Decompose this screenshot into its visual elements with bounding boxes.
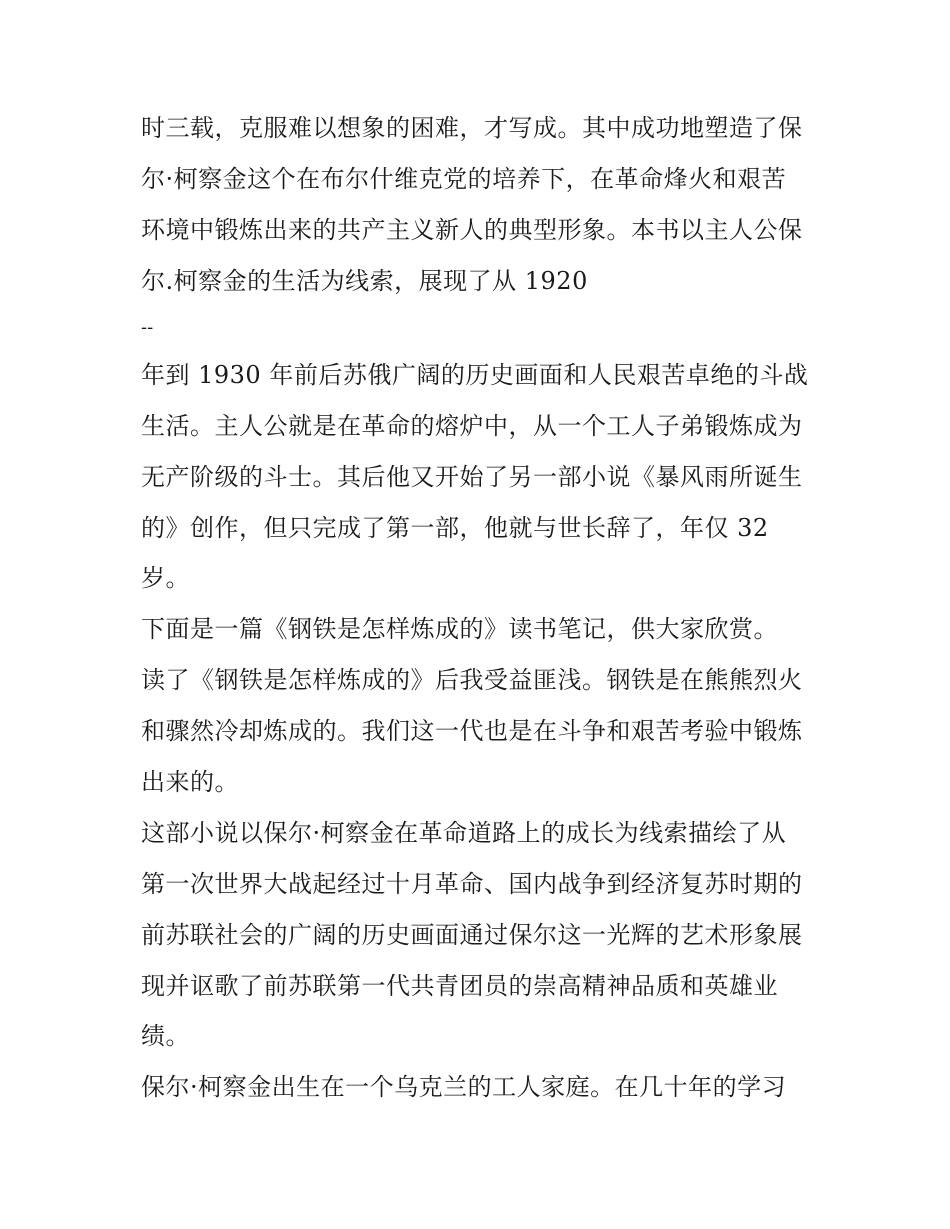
text-line: 时三载，克服难以想象的困难，才写成。其中成功地塑造了保 bbox=[141, 114, 803, 142]
text-line: 保尔·柯察金出生在一个乌克兰的工人家庭。在几十年的学习 bbox=[141, 1073, 787, 1101]
text-line: 现并讴歌了前苏联第一代共青团员的崇高精神品质和英雄业 bbox=[141, 972, 778, 1000]
text-line: 生活。主人公就是在革命的熔炉中，从一个工人子弟锻炼成为 bbox=[141, 412, 803, 440]
text-line: 绩。 bbox=[141, 1022, 190, 1050]
text-line: 这部小说以保尔·柯察金在革命道路上的成长为线索描绘了从 bbox=[141, 819, 787, 847]
text-line: 读了《钢铁是怎样炼成的》后我受益匪浅。钢铁是在熊熊烈火 bbox=[141, 666, 803, 694]
text-line: 尔·柯察金这个在布尔什维克党的培养下，在革命烽火和艰苦 bbox=[141, 165, 787, 193]
page-break-marker: -- bbox=[141, 317, 154, 338]
text-line: 的》创作，但只完成了第一部，他就与世长辞了，年仅 32 bbox=[141, 514, 769, 542]
text-line: 下面是一篇《钢铁是怎样炼成的》读书笔记，供大家欣赏。 bbox=[141, 615, 778, 643]
text-line: 无产阶级的斗士。其后他又开始了另一部小说《暴风雨所诞生 bbox=[141, 463, 803, 491]
text-line: 和骤然冷却炼成的。我们这一代也是在斗争和艰苦考验中锻炼 bbox=[141, 717, 803, 745]
text-line: 出来的。 bbox=[141, 768, 239, 796]
text-line: 尔.柯察金的生活为线索，展现了从 1920 bbox=[141, 267, 588, 295]
text-line: 前苏联社会的广阔的历史画面通过保尔这一光辉的艺术形象展 bbox=[141, 921, 803, 949]
text-line: 岁。 bbox=[141, 564, 190, 592]
text-line: 第一次世界大战起经过十月革命、国内战争到经济复苏时期的 bbox=[141, 870, 803, 898]
text-line: 环境中锻炼出来的共产主义新人的典型形象。本书以主人公保 bbox=[141, 216, 803, 244]
text-line: 年到 1930 年前后苏俄广阔的历史画面和人民艰苦卓绝的斗战 bbox=[141, 361, 809, 389]
